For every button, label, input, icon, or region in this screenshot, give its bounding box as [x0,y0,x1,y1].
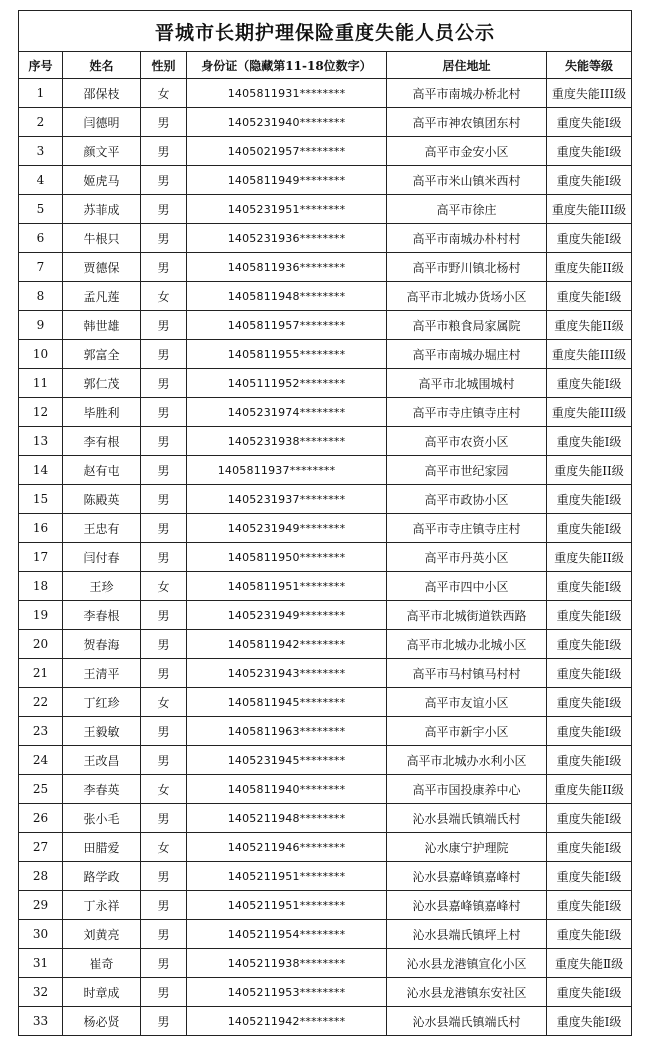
table-row [19,543,632,572]
cell-level: 重度失能I级 [547,166,632,195]
cell-gender: 女 [141,775,187,804]
header-seq: 序号 [19,52,63,79]
cell-gender: 男 [141,978,187,1007]
cell-level: 重度失能I级 [547,282,632,311]
cell-level: 重度失能I级 [547,572,632,601]
cell-id: 1405811949******** [187,166,387,195]
header-gender: 性别 [141,52,187,79]
cell-seq: 30 [19,920,63,949]
header-row [19,52,632,79]
title-row [19,11,632,52]
cell-address: 高平市四中小区 [387,572,547,601]
cell-seq: 6 [19,224,63,253]
disability-table [18,10,632,1036]
cell-seq: 14 [19,456,63,485]
cell-name: 颜文平 [63,137,141,166]
table-row [19,920,632,949]
cell-level: 重度失能III级 [547,195,632,224]
cell-name: 李春英 [63,775,141,804]
cell-level: 重度失能I级 [547,1007,632,1036]
cell-gender: 男 [141,514,187,543]
cell-id: 1405231949******** [187,514,387,543]
cell-seq: 2 [19,108,63,137]
cell-seq: 8 [19,282,63,311]
cell-name: 王清平 [63,659,141,688]
table-row [19,1007,632,1036]
cell-name: 贺春海 [63,630,141,659]
cell-seq: 4 [19,166,63,195]
cell-id: 1405211951******** [187,891,387,920]
table-row [19,891,632,920]
cell-address: 高平市北城围城村 [387,369,547,398]
cell-gender: 男 [141,746,187,775]
cell-name: 陈殿英 [63,485,141,514]
cell-gender: 女 [141,572,187,601]
cell-level: 重度失能I级 [547,137,632,166]
cell-gender: 男 [141,311,187,340]
cell-seq: 33 [19,1007,63,1036]
cell-seq: 1 [19,79,63,108]
cell-gender: 男 [141,137,187,166]
cell-gender: 男 [141,224,187,253]
cell-gender: 男 [141,456,187,485]
cell-address: 高平市北城办货场小区 [387,282,547,311]
cell-address: 沁水县端氏镇端氏村 [387,1007,547,1036]
cell-id: 1405021957******** [187,137,387,166]
cell-gender: 女 [141,282,187,311]
cell-name: 丁红珍 [63,688,141,717]
cell-address: 高平市世纪家园 [387,456,547,485]
cell-level: 重度失能I级 [547,427,632,456]
table-row [19,804,632,833]
cell-address: 沁水县龙港镇宣化小区 [387,949,547,978]
cell-id: 1405811951******** [187,572,387,601]
cell-seq: 7 [19,253,63,282]
cell-name: 李有根 [63,427,141,456]
header-id: 身份证（隐藏第11-18位数字） [187,52,387,79]
table-row [19,862,632,891]
cell-address: 高平市新宇小区 [387,717,547,746]
cell-name: 路学政 [63,862,141,891]
cell-level: 重度失能II级 [547,543,632,572]
cell-address: 高平市神农镇团东村 [387,108,547,137]
cell-level: 重度失能I级 [547,833,632,862]
cell-seq: 27 [19,833,63,862]
cell-level: 重度失能I级 [547,746,632,775]
cell-level: 重度失能I级 [547,485,632,514]
cell-name: 李春根 [63,601,141,630]
cell-gender: 男 [141,485,187,514]
cell-gender: 男 [141,369,187,398]
table-row [19,398,632,427]
cell-id: 1405811963******** [187,717,387,746]
cell-name: 贾德保 [63,253,141,282]
cell-gender: 男 [141,862,187,891]
cell-gender: 女 [141,79,187,108]
cell-address: 高平市北城办北城小区 [387,630,547,659]
cell-gender: 男 [141,949,187,978]
cell-seq: 16 [19,514,63,543]
table-row [19,688,632,717]
cell-level: 重度失能II级 [547,311,632,340]
table-row [19,79,632,108]
cell-gender: 男 [141,717,187,746]
cell-address: 高平市南城办堀庄村 [387,340,547,369]
cell-level: 重度失能I级 [547,514,632,543]
table-row [19,601,632,630]
table-row [19,630,632,659]
table-row [19,659,632,688]
cell-id: 1405231937******** [187,485,387,514]
cell-level: 重度失能I级 [547,891,632,920]
cell-gender: 男 [141,804,187,833]
cell-name: 闫付春 [63,543,141,572]
header-name: 姓名 [63,52,141,79]
cell-id: 1405211951******** [187,862,387,891]
cell-address: 高平市南城办桥北村 [387,79,547,108]
cell-name: 时章成 [63,978,141,1007]
cell-level: 重度失能I级 [547,862,632,891]
cell-gender: 男 [141,108,187,137]
cell-name: 孟凡莲 [63,282,141,311]
cell-name: 苏菲成 [63,195,141,224]
cell-address: 沁水县端氏镇端氏村 [387,804,547,833]
table-row [19,108,632,137]
cell-address: 沁水县嘉峰镇嘉峰村 [387,891,547,920]
cell-name: 赵有屯 [63,456,141,485]
cell-name: 郭仁茂 [63,369,141,398]
cell-name: 王珍 [63,572,141,601]
page-title: 晋城市长期护理保险重度失能人员公示 [19,11,632,52]
cell-seq: 23 [19,717,63,746]
table-row [19,833,632,862]
table-row [19,282,632,311]
cell-level: 重度失能I级 [547,601,632,630]
cell-gender: 男 [141,166,187,195]
cell-seq: 22 [19,688,63,717]
table-row [19,166,632,195]
header-address: 居住地址 [387,52,547,79]
cell-name: 郭富全 [63,340,141,369]
cell-name: 邵保枝 [63,79,141,108]
cell-gender: 男 [141,253,187,282]
table-row [19,949,632,978]
cell-address: 高平市南城办朴村村 [387,224,547,253]
cell-id: 1405231945******** [187,746,387,775]
cell-gender: 男 [141,920,187,949]
cell-id: 1405231936******** [187,224,387,253]
cell-level: 重度失能I级 [547,804,632,833]
table-row [19,514,632,543]
cell-address: 高平市北城街道铁西路 [387,601,547,630]
table-row [19,427,632,456]
cell-id [187,456,387,485]
cell-name: 田腊爱 [63,833,141,862]
cell-gender: 女 [141,833,187,862]
cell-level: 重度失能II级 [547,775,632,804]
cell-id: 1405231938******** [187,427,387,456]
cell-seq: 29 [19,891,63,920]
cell-seq: 12 [19,398,63,427]
disability-publicity-sheet [18,10,631,1036]
table-row [19,485,632,514]
cell-id: 1405811945******** [187,688,387,717]
cell-seq: 3 [19,137,63,166]
table-row [19,369,632,398]
cell-name: 闫德明 [63,108,141,137]
cell-address: 高平市国投康养中心 [387,775,547,804]
cell-address: 高平市金安小区 [387,137,547,166]
cell-address: 高平市徐庄 [387,195,547,224]
cell-seq: 5 [19,195,63,224]
cell-name: 刘黄亮 [63,920,141,949]
cell-id: 1405211938******** [187,949,387,978]
cell-gender: 男 [141,427,187,456]
cell-id: 1405231951******** [187,195,387,224]
cell-id: 1405231974******** [187,398,387,427]
cell-gender: 男 [141,659,187,688]
cell-level: 重度失能III级 [547,79,632,108]
cell-seq: 11 [19,369,63,398]
cell-name: 王毅敏 [63,717,141,746]
cell-address: 高平市政协小区 [387,485,547,514]
cell-level: 重度失能I级 [547,717,632,746]
cell-name: 王忠有 [63,514,141,543]
cell-gender: 男 [141,340,187,369]
cell-level: 重度失能I级 [547,369,632,398]
cell-id: 1405211953******** [187,978,387,1007]
cell-seq: 13 [19,427,63,456]
cell-seq: 28 [19,862,63,891]
cell-name: 崔奇 [63,949,141,978]
cell-seq: 21 [19,659,63,688]
cell-level: 重度失能I级 [547,630,632,659]
table-row [19,340,632,369]
cell-address: 高平市北城办水利小区 [387,746,547,775]
cell-address: 高平市寺庄镇寺庄村 [387,398,547,427]
table-row [19,746,632,775]
cell-level: 重度失能Ⅱ级 [547,949,632,978]
cell-id-text: 1405811937******** [217,463,336,477]
cell-seq: 31 [19,949,63,978]
cell-level: 重度失能I级 [547,688,632,717]
cell-id: 1405211942******** [187,1007,387,1036]
cell-level: 重度失能III级 [547,398,632,427]
cell-seq: 18 [19,572,63,601]
cell-level: 重度失能I级 [547,978,632,1007]
cell-seq: 26 [19,804,63,833]
cell-id: 1405811957******** [187,311,387,340]
cell-name: 王改昌 [63,746,141,775]
cell-id: 1405231940******** [187,108,387,137]
cell-gender: 女 [141,688,187,717]
cell-name: 韩世雄 [63,311,141,340]
cell-id: 1405811950******** [187,543,387,572]
cell-address: 沁水县端氏镇坪上村 [387,920,547,949]
cell-level: 重度失能III级 [547,340,632,369]
cell-address: 高平市马村镇马村村 [387,659,547,688]
cell-address: 高平市寺庄镇寺庄村 [387,514,547,543]
cell-level: 重度失能II级 [547,253,632,282]
cell-id: 1405811942******** [187,630,387,659]
cell-address: 沁水康宁护理院 [387,833,547,862]
cell-id: 1405811936******** [187,253,387,282]
cell-name: 杨必贤 [63,1007,141,1036]
cell-name: 张小毛 [63,804,141,833]
cell-level: 重度失能I级 [547,108,632,137]
cell-address: 高平市米山镇米西村 [387,166,547,195]
cell-gender: 男 [141,543,187,572]
cell-id: 1405111952******** [187,369,387,398]
cell-id: 1405231949******** [187,601,387,630]
cell-gender: 男 [141,195,187,224]
cell-gender: 男 [141,630,187,659]
cell-seq: 24 [19,746,63,775]
cell-id: 1405811948******** [187,282,387,311]
table-body [19,79,632,1036]
cell-id: 1405211948******** [187,804,387,833]
cell-id: 1405211954******** [187,920,387,949]
cell-gender: 男 [141,398,187,427]
table-row [19,775,632,804]
cell-id: 1405211946******** [187,833,387,862]
table-row [19,195,632,224]
cell-seq: 19 [19,601,63,630]
cell-gender: 男 [141,891,187,920]
cell-id: 1405231943******** [187,659,387,688]
cell-address: 高平市友谊小区 [387,688,547,717]
cell-name: 姬虎马 [63,166,141,195]
cell-name: 牛根只 [63,224,141,253]
cell-id: 1405811931******** [187,79,387,108]
cell-address: 高平市农资小区 [387,427,547,456]
cell-level: 重度失能I级 [547,920,632,949]
table-row [19,717,632,746]
cell-seq: 9 [19,311,63,340]
cell-address: 高平市野川镇北杨村 [387,253,547,282]
cell-seq: 25 [19,775,63,804]
cell-address: 高平市粮食局家属院 [387,311,547,340]
cell-level: 重度失能II级 [547,456,632,485]
cell-seq: 17 [19,543,63,572]
cell-gender: 男 [141,1007,187,1036]
cell-level: 重度失能I级 [547,659,632,688]
table-row [19,137,632,166]
cell-id: 1405811940******** [187,775,387,804]
cell-seq: 15 [19,485,63,514]
table-row [19,456,632,485]
cell-level: 重度失能I级 [547,224,632,253]
cell-gender: 男 [141,601,187,630]
cell-address: 沁水县嘉峰镇嘉峰村 [387,862,547,891]
cell-address: 高平市丹英小区 [387,543,547,572]
cell-address: 沁水县龙港镇东安社区 [387,978,547,1007]
header-level: 失能等级 [547,52,632,79]
table-row [19,978,632,1007]
cell-seq: 10 [19,340,63,369]
table-row [19,572,632,601]
table-row [19,311,632,340]
cell-id: 1405811955******** [187,340,387,369]
table-row [19,253,632,282]
cell-seq: 32 [19,978,63,1007]
cell-name: 毕胜利 [63,398,141,427]
table-row [19,224,632,253]
cell-name: 丁永祥 [63,891,141,920]
cell-seq: 20 [19,630,63,659]
